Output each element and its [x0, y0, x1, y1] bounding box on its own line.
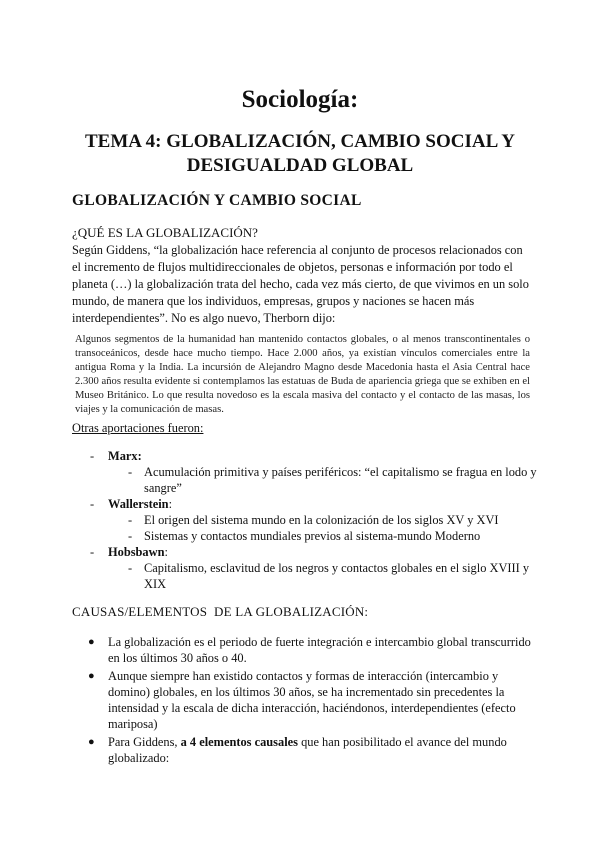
bullet-item	[72, 668, 532, 732]
bullet-dot-icon: ●	[88, 670, 95, 682]
sub-item-text: Acumulación primitiva y países periféricos: “el capitalismo se fragua en lodo y sangre”	[144, 465, 537, 495]
intro-paragraph: Según Giddens, “la globalización hace referencia al conjunto de procesos relacionados con el incremento de flujos multidireccionales de objetos, personas e información por todo el planeta (…) la globalización trata del hecho, cada vez más cierto, de que vivimos en un solo mundo, de manera que los individuos, empresas, grupos y naciones se hacen más interdependientes”. No es algo nuevo, Therborn dijo:	[72, 243, 529, 325]
otras-aportaciones-heading: Otras aportaciones fueron:	[72, 421, 204, 435]
bullet-bold-text: a 4 elementos causales	[180, 735, 298, 749]
sub-item	[72, 464, 537, 496]
causas-bullet-list	[72, 634, 532, 768]
sub-item	[72, 528, 537, 544]
section-heading: GLOBALIZACIÓN Y CAMBIO SOCIAL	[72, 192, 362, 209]
list-item-marx	[72, 448, 537, 464]
bullet-text: Para Giddens,	[108, 735, 181, 749]
topic-title: TEMA 4: GLOBALIZACIÓN, CAMBIO SOCIAL Y DESIGUALDAD GLOBAL	[84, 131, 516, 176]
sub-item-text: Capitalismo, esclavitud de los negros y contactos globales en el siglo XVIII y XIX	[144, 561, 530, 591]
author-name: Hobsbawn	[108, 545, 165, 559]
list-item-hobsbawn	[72, 544, 537, 560]
author-name: Wallerstein	[108, 497, 169, 511]
sub-item	[72, 560, 537, 592]
author-suffix: :	[164, 545, 168, 559]
bullet-item	[72, 734, 532, 766]
sub-item-text: Sistemas y contactos mundiales previos al sistema-mundo Moderno	[144, 529, 481, 543]
page-title: Sociología:	[241, 86, 359, 113]
dash-marker: -	[90, 449, 95, 463]
bullet-text: La globalización es el periodo de fuerte integración e intercambio global transcurrido en los últimos 30 años o 40.	[108, 635, 531, 665]
list-item-wallerstein	[72, 496, 537, 512]
bullet-dot-icon: ●	[88, 636, 95, 648]
therborn-quote: Algunos segmentos de la humanidad han mantenido contactos globales, o al menos transcontinentales o transoceánicos, desde hace mucho tiempo. Hace 2.000 años, ya existían vínculos comerciales entre la antigua Roma y la India. La incursión de Alejandro Magno desde Macedonia hasta el Asia Central hace 2.300 años resulta evidente si contemplamos las estatuas de Buda de apariencia griega que se exhiben en el Museo Británico. Lo que resulta novedoso es la escala masiva del contacto y el contacto de las masas, los viajes y la comunicación de masas.	[75, 334, 530, 415]
author-suffix: :	[168, 497, 173, 511]
question-heading: ¿QUÉ ES LA GLOBALIZACIÓN?	[72, 225, 258, 240]
dash-marker: -	[90, 497, 95, 511]
bullet-text: que han posibilitado el avance del mundo globalizado:	[108, 735, 507, 765]
aportaciones-list	[72, 448, 537, 592]
sub-item	[72, 512, 537, 528]
bullet-item	[72, 634, 532, 666]
causas-heading: CAUSAS/ELEMENTOS DE LA GLOBALIZACIÓN:	[72, 604, 369, 619]
dash-marker: -	[128, 561, 133, 575]
dash-marker: -	[90, 545, 95, 559]
dash-marker: -	[128, 465, 133, 479]
sub-item-text: El origen del sistema mundo en la colonización de los siglos XV y XVI	[144, 513, 499, 527]
bullet-dot-icon: ●	[88, 736, 95, 748]
dash-marker: -	[128, 513, 133, 527]
dash-marker: -	[128, 529, 133, 543]
author-name: Marx:	[108, 449, 142, 463]
bullet-text: Aunque siempre han existido contactos y formas de interacción (intercambio y domino) globales, en los últimos 30 años, se ha incrementado sin precedentes la intensidad y la escala de dicha interacción, haciéndonos, interdependientes (efecto mariposa)	[108, 669, 516, 731]
